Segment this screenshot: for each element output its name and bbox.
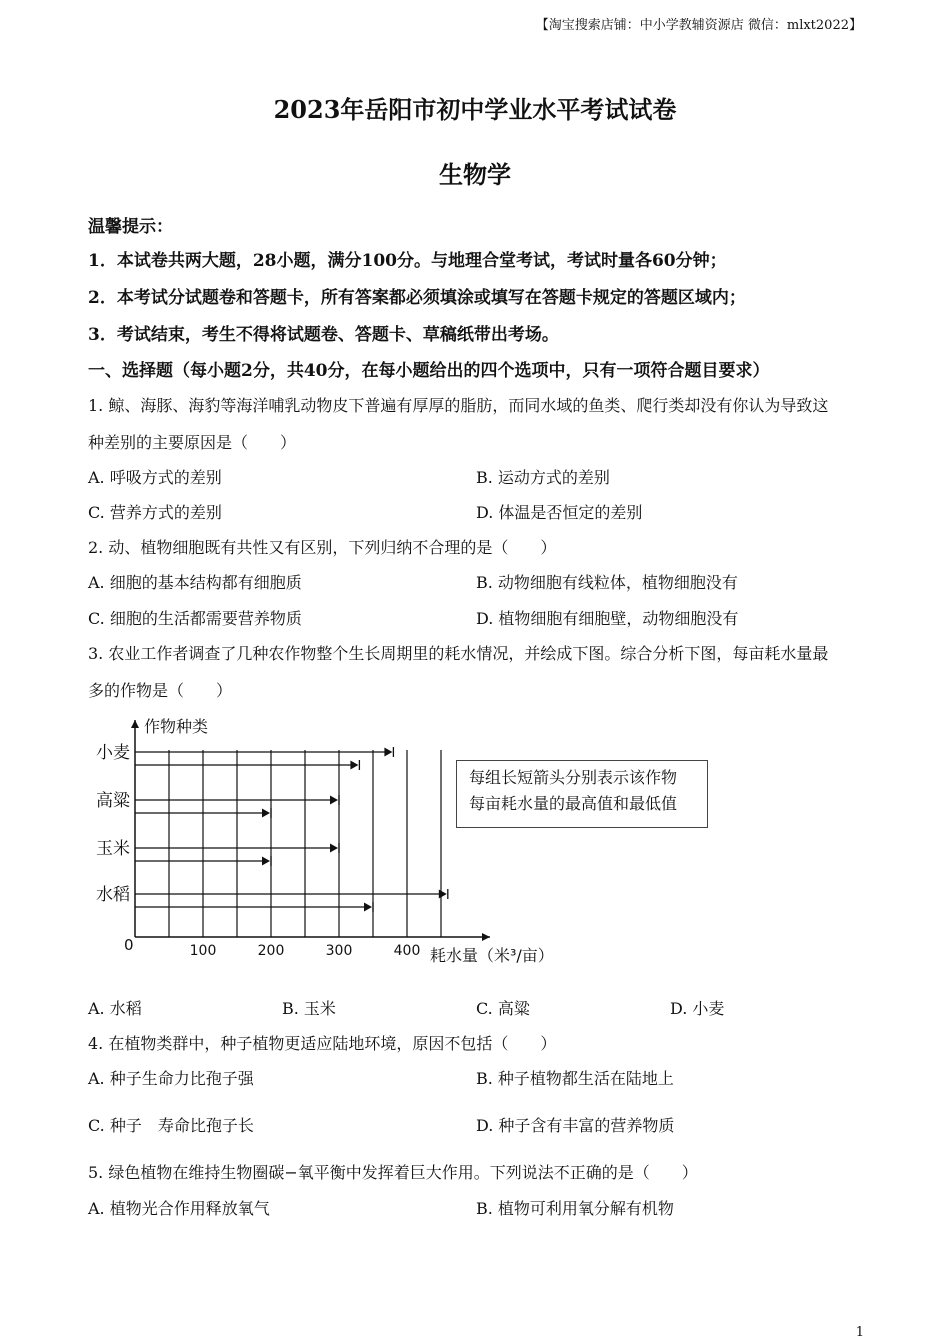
x-tick-labels (190, 943, 421, 959)
arrow-head (350, 761, 358, 770)
q1-option-b: B. 运动方式的差别 (476, 468, 610, 487)
q5-stem: 5. 绿色植物在维持生物圈碳−氧平衡中发挥着巨大作用。下列说法不正确的是（ ） (88, 1163, 698, 1182)
category-label: 高粱 (96, 791, 130, 811)
tip-2: 2．本考试分试题卷和答题卡，所有答案都必须填涂或填写在答题卡规定的答题区域内； (88, 288, 746, 308)
q2-option-d: D. 植物细胞有细胞壁，动物细胞没有 (476, 609, 739, 628)
category-label: 小麦 (96, 743, 130, 763)
chart-annotation-box (456, 760, 708, 828)
arrow-head (262, 857, 270, 866)
data-arrows (135, 747, 448, 912)
q4-option-c: C. 种子 寿命比孢子长 (88, 1116, 254, 1135)
arrow-head (364, 903, 372, 912)
q1-option-c: C. 营养方式的差别 (88, 503, 222, 522)
q2-option-c: C. 细胞的生活都需要营养物质 (88, 609, 302, 628)
section-heading: 一、选择题（每小题2分，共40分，在每小题给出的四个选项中，只有一项符合题目要求） (88, 361, 770, 381)
q2-option-a: A. 细胞的基本结构都有细胞质 (88, 573, 302, 592)
x-axis-label: 耗水量（米³/亩） (430, 946, 554, 965)
q3-option-b: B. 玉米 (282, 999, 336, 1018)
q4-stem: 4. 在植物类群中，种子植物更适应陆地环境，原因不包括（ ） (88, 1034, 557, 1053)
tip-1: 1．本试卷共两大题，28小题，满分100分。与地理合堂考试，考试时量各60分钟； (88, 251, 727, 271)
q3-stem-line1: 3. 农业工作者调查了几种农作物整个生长周期里的耗水情况，并绘成下图。综合分析下图，每亩耗水量最 (88, 644, 829, 663)
q3-stem-line2: 多的作物是（ ） (88, 681, 233, 700)
q2-option-b: B. 动物细胞有线粒体，植物细胞没有 (476, 573, 738, 592)
x-tick-label: 300 (325, 943, 353, 959)
x-tick-label: 400 (393, 943, 421, 959)
q3-option-c: C. 高粱 (476, 999, 530, 1018)
q5-option-a: A. 植物光合作用释放氧气 (88, 1199, 270, 1218)
page-number: 1 (855, 1325, 864, 1340)
water-use-chart (88, 712, 588, 974)
q1-option-a: A. 呼吸方式的差别 (88, 468, 222, 487)
q1-stem-line2: 种差别的主要原因是（ ） (88, 433, 297, 452)
q3-option-d: D. 小麦 (670, 999, 725, 1018)
origin-label: 0 (124, 936, 134, 954)
x-tick-label: 100 (189, 943, 217, 959)
q4-option-a: A. 种子生命力比孢子强 (88, 1069, 254, 1088)
arrow-head (262, 809, 270, 818)
annotation-line-1: 每组长短箭头分别表示该作物 (469, 768, 678, 787)
arrow-head (330, 844, 338, 853)
q2-stem: 2. 动、植物细胞既有共性又有区别，下列归纳不合理的是（ ） (88, 538, 557, 557)
tip-3: 3．考试结束，考生不得将试题卷、答题卡、草稿纸带出考场。 (88, 325, 559, 345)
tips-heading: 温馨提示： (88, 217, 173, 237)
grid-lines (169, 750, 441, 937)
q5-option-b: B. 植物可利用氧分解有机物 (476, 1199, 674, 1218)
header-note: 【淘宝搜索店铺：中小学教辅资源店 微信：mlxt2022】 (535, 18, 862, 33)
q4-option-b: B. 种子植物都生活在陆地上 (476, 1069, 674, 1088)
q1-option-d: D. 体温是否恒定的差别 (476, 503, 643, 522)
arrow-head (439, 890, 447, 899)
q1-stem-line1: 1. 鲸、海豚、海豹等海洋哺乳动物皮下普遍有厚厚的脂肪，而同水域的鱼类、爬行类却没有你认为导致这 (88, 396, 829, 415)
annotation-line-2: 每亩耗水量的最高值和最低值 (469, 794, 678, 813)
x-tick-label: 200 (257, 943, 285, 959)
category-label: 玉米 (96, 839, 130, 859)
category-label: 水稻 (96, 885, 130, 905)
y-axis-label: 作物种类 (144, 717, 209, 736)
exam-title: 2023年岳阳市初中学业水平考试试卷 (273, 95, 677, 124)
q4-option-d: D. 种子含有丰富的营养物质 (476, 1116, 675, 1135)
arrow-head (384, 748, 392, 757)
q3-option-a: A. 水稻 (88, 999, 142, 1018)
subject-title: 生物学 (439, 160, 511, 189)
arrow-head (330, 796, 338, 805)
category-labels (96, 743, 131, 905)
